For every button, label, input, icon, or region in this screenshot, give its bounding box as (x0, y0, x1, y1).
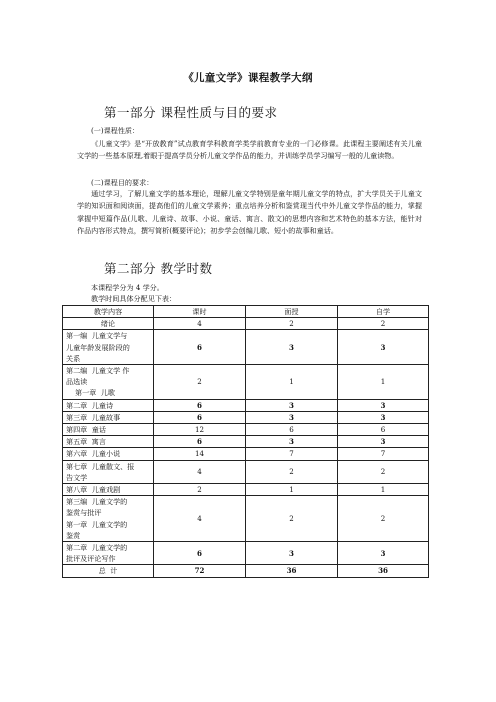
content-line: 总 计 (98, 566, 118, 576)
row-content-cell (63, 448, 154, 460)
content-line: 鉴赏与批评 (66, 508, 102, 518)
row-face-to-face-cell: 2 (246, 318, 338, 330)
table-intro-text: 教学时间具体分配见下表： (91, 294, 177, 303)
row-face-to-face-cell: 36 (246, 565, 338, 577)
table-row (63, 460, 429, 483)
content-line: 鉴赏 (66, 530, 81, 540)
row-self-study-cell: 3 (338, 330, 429, 365)
row-self-study-cell: 1 (338, 365, 429, 400)
credit-line-text: 本课程学分为 4 学分。 (91, 283, 164, 292)
section-2-heading: 第二部分 教学时数 (104, 261, 213, 276)
row-content-cell (63, 318, 154, 330)
row-self-study-cell: 1 (338, 484, 429, 496)
content-line: 第一章 儿歌 (66, 388, 115, 398)
course-goals-body: 通过学习，了解儿童文学的基本理论，理解儿童文学特别是童年期儿童文学的特点，扩大学员关于儿童文学的知识面和阅读面，提高他们的儿童文学素养；重点培养分析和鉴赏现当代中外儿童文学作品的能力，掌握掌握中短篇作品(儿歌、儿童诗、故事、小说、童话、寓言、散文)的思想内容和艺术特色的基本方法，能针对作品内容形式特点，撰写简析(概要评论)；初步学会创编儿歌、短小的故事和童话。 (77, 189, 422, 235)
header-face-to-face: 面授 (246, 306, 338, 318)
course-goals-label-text: (二)课程目的要求： (91, 178, 154, 187)
header-self-study: 自学 (338, 306, 429, 318)
row-self-study-cell: 3 (338, 542, 429, 565)
table-header-row (63, 306, 429, 318)
table-row (63, 318, 429, 330)
row-content-cell (63, 330, 154, 365)
row-hours-cell: 6 (154, 330, 246, 365)
row-content-cell (63, 496, 154, 542)
document-title: 《儿童文学》课程教学大纲 (183, 72, 313, 84)
content-line: 关系 (66, 353, 81, 363)
table-row (63, 436, 429, 448)
row-face-to-face-cell: 1 (246, 365, 338, 400)
row-face-to-face-cell: 2 (246, 460, 338, 483)
row-content-cell (63, 365, 154, 400)
row-self-study-cell: 6 (338, 424, 429, 436)
row-content-cell (63, 424, 154, 436)
table-row (63, 399, 429, 411)
content-line: 第七章 儿童散文、报 (66, 461, 135, 471)
row-content-cell (63, 542, 154, 565)
row-hours-cell: 14 (154, 448, 246, 460)
course-nature-body: 《儿童文学》是“开放教育”试点教育学科教育学类学前教育专业的一门必修课。此课程主要阐述有关儿童文学的一些基本原理,着眼于提高学员分析儿童文学作品的能力，并训练学员学习编写一般的儿童读物。 (77, 139, 422, 161)
row-hours-cell: 6 (154, 399, 246, 411)
row-hours-cell: 6 (154, 436, 246, 448)
content-line: 告文学 (66, 472, 88, 482)
row-self-study-cell: 3 (338, 411, 429, 423)
row-face-to-face-cell: 3 (246, 411, 338, 423)
content-line: 第一章 儿童文学的 (66, 519, 128, 529)
row-self-study-cell: 36 (338, 565, 429, 577)
row-hours-cell: 4 (154, 318, 246, 330)
row-hours-cell: 4 (154, 496, 246, 542)
row-content-cell (63, 565, 154, 577)
header-hours: 课时 (154, 306, 246, 318)
row-face-to-face-cell: 3 (246, 399, 338, 411)
table-intro-line (77, 293, 422, 305)
row-self-study-cell: 2 (338, 318, 429, 330)
table-row (63, 448, 429, 460)
row-hours-cell: 6 (154, 542, 246, 565)
table-row (63, 542, 429, 565)
course-nature-label-text: (一)课程性质： (91, 126, 140, 135)
table-row (63, 565, 429, 577)
section-1-heading: 第一部分 课程性质与目的要求 (104, 105, 278, 120)
row-face-to-face-cell: 3 (246, 436, 338, 448)
row-self-study-cell: 2 (338, 496, 429, 542)
content-line: 第一编 儿童文学与 (66, 331, 128, 341)
row-self-study-cell: 3 (338, 436, 429, 448)
row-content-cell (63, 484, 154, 496)
row-hours-cell: 2 (154, 365, 246, 400)
teaching-hours-table (62, 305, 429, 578)
table-row (63, 365, 429, 400)
row-hours-cell: 72 (154, 565, 246, 577)
course-goals-text (77, 188, 422, 237)
row-hours-cell: 12 (154, 424, 246, 436)
content-line: 第六章 儿童小说 (66, 449, 121, 459)
row-hours-cell: 6 (154, 411, 246, 423)
row-face-to-face-cell: 7 (246, 448, 338, 460)
content-line: 第五章 寓言 (66, 437, 106, 447)
course-nature-text (77, 138, 422, 163)
row-self-study-cell: 3 (338, 399, 429, 411)
row-face-to-face-cell: 6 (246, 424, 338, 436)
row-face-to-face-cell: 3 (246, 542, 338, 565)
row-hours-cell: 4 (154, 460, 246, 483)
row-content-cell (63, 399, 154, 411)
table-row (63, 411, 429, 423)
content-line: 儿童年龄发展阶段的 (66, 342, 130, 352)
content-line: 品选读 (66, 377, 88, 387)
row-content-cell (63, 436, 154, 448)
content-line: 批评及评论写作 (66, 554, 116, 564)
table-row (63, 484, 429, 496)
row-content-cell (63, 460, 154, 483)
row-self-study-cell: 2 (338, 460, 429, 483)
row-face-to-face-cell: 1 (246, 484, 338, 496)
row-self-study-cell: 7 (338, 448, 429, 460)
table-row (63, 424, 429, 436)
course-nature-label (77, 125, 422, 137)
header-content: 教学内容 (63, 306, 154, 318)
content-line: 绪论 (100, 319, 116, 329)
row-content-cell (63, 411, 154, 423)
teaching-hours-table-body (63, 306, 429, 578)
content-line: 第八章 儿童戏剧 (66, 485, 121, 495)
content-line: 第二章 儿童诗 (66, 400, 114, 410)
row-face-to-face-cell: 3 (246, 330, 338, 365)
content-line: 第四章 童话 (66, 425, 106, 435)
row-face-to-face-cell: 2 (246, 496, 338, 542)
content-line: 第二编 儿童文学 作 (66, 366, 130, 376)
row-hours-cell: 2 (154, 484, 246, 496)
content-line: 第三章 儿童故事 (66, 412, 121, 422)
table-row (63, 330, 429, 365)
content-line: 第二章 儿童文学的 (66, 543, 128, 553)
table-row (63, 496, 429, 542)
content-line: 第三编 儿童文学的 (66, 497, 128, 507)
